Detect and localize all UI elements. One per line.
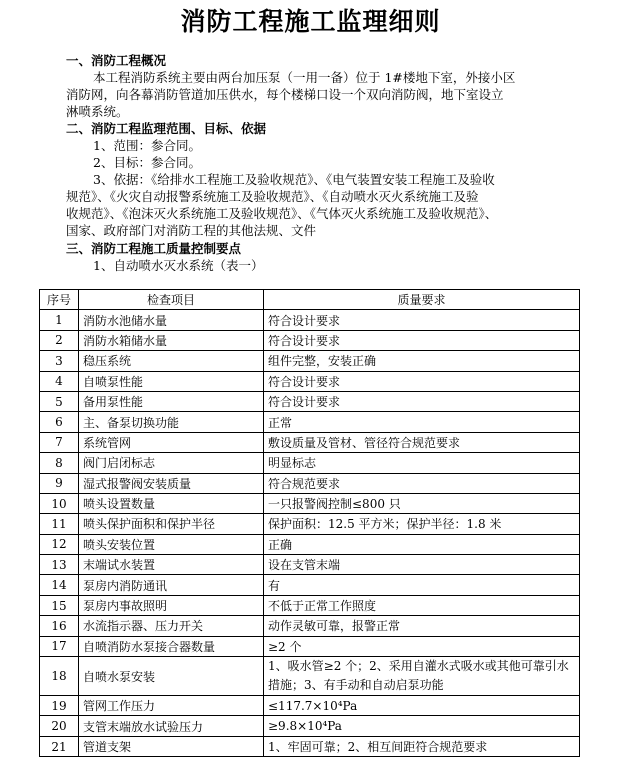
check-item: 水流指示器、压力开关 (79, 616, 264, 636)
header-no: 序号 (40, 290, 79, 310)
quality-requirement: 符合规范要求 (264, 473, 580, 493)
check-item: 喷头保护面积和保护半径 (79, 514, 264, 534)
row-number: 2 (40, 330, 79, 350)
row-number: 3 (40, 351, 79, 371)
row-number: 1 (40, 310, 79, 330)
table-row (40, 453, 580, 473)
section-2-item-scope: 1、范围：参合同。 (93, 138, 201, 153)
section-3-subheading: 1、自动喷水灭水系统（表一） (93, 258, 264, 273)
quality-requirement: 符合设计要求 (264, 310, 580, 330)
section-3-heading: 三、消防工程施工质量控制要点 (66, 241, 242, 256)
check-item: 自喷泵性能 (79, 371, 264, 391)
check-item: 稳压系统 (79, 351, 264, 371)
quality-requirement: ≥2 个 (264, 636, 580, 656)
section-2-basis-cont-3: 国家、政府部门对消防工程的其他法规、文件 (66, 223, 317, 238)
check-item: 泵房内消防通讯 (79, 575, 264, 595)
check-item: 喷头设置数量 (79, 493, 264, 513)
check-item: 消防水池储水量 (79, 310, 264, 330)
quality-control-table (39, 289, 580, 757)
quality-requirement: 符合设计要求 (264, 330, 580, 350)
quality-requirement: 1、吸水管≥2 个；2、采用自灌水式吸水或其他可靠引水措施；3、有手动和自动启泵功能 (264, 657, 580, 696)
table-row (40, 473, 580, 493)
quality-requirement: ≥9.8×10⁴Pa (264, 716, 580, 736)
section-1-line-1: 本工程消防系统主要由两台加压泵（一用一备）位于 1#楼地下室，外接小区 (93, 70, 516, 85)
quality-requirement: 组件完整，安装正确 (264, 351, 580, 371)
table-row (40, 716, 580, 736)
row-number: 14 (40, 575, 79, 595)
check-item: 备用泵性能 (79, 391, 264, 411)
table-row (40, 310, 580, 330)
document-title: 消防工程施工监理细则 (180, 7, 441, 36)
quality-requirement: 一只报警阀控制≤800 只 (264, 493, 580, 513)
check-item: 系统管网 (79, 432, 264, 452)
table-row (40, 371, 580, 391)
row-number: 12 (40, 534, 79, 554)
quality-requirement: 明显标志 (264, 453, 580, 473)
table-header-row (40, 290, 580, 310)
row-number: 19 (40, 696, 79, 716)
row-number: 10 (40, 493, 79, 513)
row-number: 4 (40, 371, 79, 391)
table-row (40, 595, 580, 615)
row-number: 5 (40, 391, 79, 411)
row-number: 17 (40, 636, 79, 656)
table-row (40, 351, 580, 371)
table-row (40, 657, 580, 696)
quality-requirement: 正确 (264, 534, 580, 554)
row-number: 7 (40, 432, 79, 452)
quality-requirement: 动作灵敏可靠，报警正常 (264, 616, 580, 636)
quality-requirement: 正常 (264, 412, 580, 432)
quality-requirement: 符合设计要求 (264, 391, 580, 411)
check-item: 喷头安装位置 (79, 534, 264, 554)
quality-requirement: 不低于正常工作照度 (264, 595, 580, 615)
section-2-item-goal: 2、目标：参合同。 (93, 155, 201, 170)
row-number: 9 (40, 473, 79, 493)
section-1-line-3: 淋喷系统。 (66, 104, 129, 119)
row-number: 16 (40, 616, 79, 636)
table-row (40, 391, 580, 411)
section-2-heading: 二、消防工程监理范围、目标、依据 (66, 121, 267, 136)
table-row (40, 636, 580, 656)
table-row (40, 493, 580, 513)
table-row (40, 616, 580, 636)
header-item: 检查项目 (79, 290, 264, 310)
check-item: 泵房内事故照明 (79, 595, 264, 615)
section-2-basis-cont-1: 规范》、《火灾自动报警系统施工及验收规范》、《自动喷水灭火系统施工及验 (66, 189, 479, 204)
check-item: 湿式报警阀安装质量 (79, 473, 264, 493)
check-item: 消防水箱储水量 (79, 330, 264, 350)
section-1-heading: 一、消防工程概况 (66, 53, 167, 68)
table-row (40, 412, 580, 432)
quality-requirement: 保护面积：12.5 平方米；保护半径：1.8 米 (264, 514, 580, 534)
check-item: 主、备泵切换功能 (79, 412, 264, 432)
row-number: 18 (40, 657, 79, 696)
check-item: 支管末端放水试验压力 (79, 716, 264, 736)
row-number: 6 (40, 412, 79, 432)
table-row (40, 555, 580, 575)
check-item: 阀门启闭标志 (79, 453, 264, 473)
row-number: 20 (40, 716, 79, 736)
row-number: 11 (40, 514, 79, 534)
table-row (40, 514, 580, 534)
table-row (40, 575, 580, 595)
row-number: 8 (40, 453, 79, 473)
header-requirement: 质量要求 (264, 290, 580, 310)
section-2-basis-cont-2: 收规范》、《泡沫灭火系统施工及验收规范》、《气体灭火系统施工及验收规范》、 (66, 206, 498, 221)
check-item: 自喷水泵安装 (79, 657, 264, 696)
quality-requirement: 有 (264, 575, 580, 595)
table-row (40, 330, 580, 350)
quality-requirement: ≤117.7×10⁴Pa (264, 696, 580, 716)
quality-requirement: 1、牢固可靠；2、相互间距符合规范要求 (264, 736, 580, 756)
check-item: 自喷消防水泵接合器数量 (79, 636, 264, 656)
section-1-line-2: 消防网，向各幕消防管道加压供水，每个楼梯口设一个双向消防阀，地下室设立 (66, 87, 504, 102)
row-number: 13 (40, 555, 79, 575)
row-number: 15 (40, 595, 79, 615)
table-row (40, 432, 580, 452)
row-number: 21 (40, 736, 79, 756)
table-row (40, 534, 580, 554)
check-item: 末端试水装置 (79, 555, 264, 575)
check-item: 管网工作压力 (79, 696, 264, 716)
quality-requirement: 符合设计要求 (264, 371, 580, 391)
table-row (40, 696, 580, 716)
quality-requirement: 设在支管末端 (264, 555, 580, 575)
check-item: 管道支架 (79, 736, 264, 756)
section-2-item-basis: 3、依据：《给排水工程施工及验收规范》、《电气装置安装工程施工及验收 (93, 172, 495, 187)
quality-requirement: 敷设质量及管材、管径符合规范要求 (264, 432, 580, 452)
